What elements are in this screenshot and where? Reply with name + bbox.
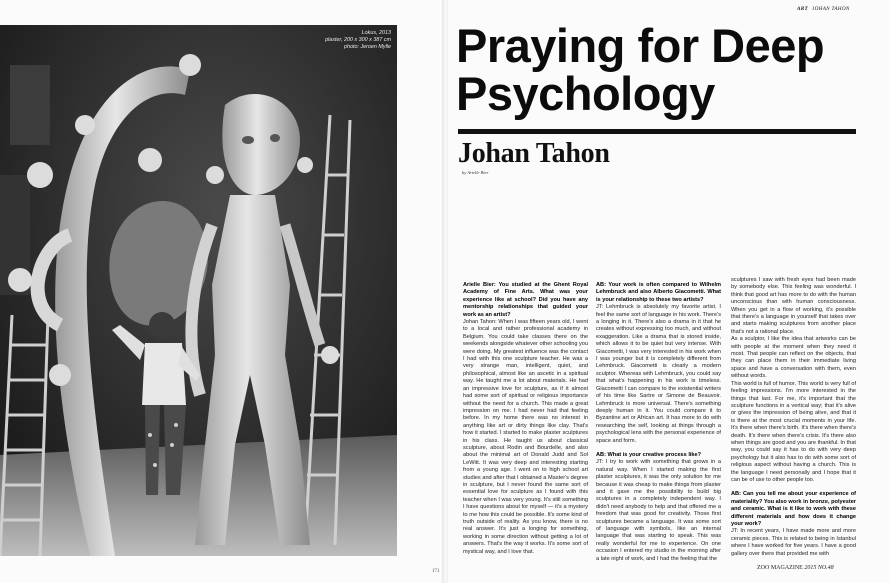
title-line-2: Psychology — [456, 67, 715, 120]
title-rule — [458, 129, 856, 134]
interview-answer: This world is full of humor. This world is very full of feeling impressions. I'm more interested in the things that last. For me, it's important that the sculpture functions in a vertical way; that it's alive or gives the impression of being alive, and that it is there at the most crucial moments in your life. It's there when there's birth. It's there when there's death. It's there when there's crisis. It's there also when things are good and you are thankful. In that way, you could say it has to do with very deep psychology but it also has to do with some sort of religious aspect without having a church. This is the language I need personally and I hope that it can be of use to other people too. — [731, 380, 856, 483]
paragraph-gap — [596, 445, 721, 452]
interview-question: AB: What is your creative process like? — [596, 451, 702, 458]
interview-answer: sculptures I saw with fresh eyes had been made by somebody else. This feeling was wonderful. I think that good art has more to do with the human unconscious than with human consciousness. When you get in a flow of working, it's possible that there's a language in yourself that takes over and starts making sculptures from another place that's not a rational place. — [731, 277, 856, 335]
sculpture-photo-illustration — [0, 25, 397, 556]
kicker-section: ART — [797, 6, 808, 12]
photo-caption — [325, 30, 391, 51]
interview-answer: JT: I try to work with something that grows in a natural way. When I started making the first plaster sculptures, it was the only solution for me because it was cheap to make things from plaster and it gave me the possibility to build big sculptures in a completely independent way. I didn't need anybody to help and that offered me a freedom that was good for creativity. Those first sculptures became a language. It was some sort of language with symbols, like an internal language that was starting to speak. This was really wonderful for me to experience. On one occasion I entered my studio in the morning after a late night of work, and I had the feeling that the — [596, 459, 721, 562]
article-title — [456, 19, 876, 120]
page-gutter — [442, 0, 448, 583]
article-subtitle: Johan Tahon — [458, 138, 610, 169]
interview-answer: JT: Lehmbruck is absolutely my favorite artist. I feel the same sort of language in his work. There's a longing in it. There's also a drama in it that he creates without expressing too much, and without exaggeration. Like a drama that is stored inside, which allows it to be quiet but very intense. With Giacometti, I was very interested in his work when I was younger but it is completely different from Lehmbruck. Giacometti is clearly a modern sculptor. Whereas with Lehmbruck, you could say that what's happening in his work is timeless. Giacometti I can compare to the existential writers of his time like Sartre or Simone de Beauvoir. Lehmbruck is more universal. There's something deeply human in it. You could compare it to Byzantine art or African art. It has more to do with researching the self, looking at things through a psychological lens with the personal experience of space and form. — [596, 304, 721, 444]
text-column-3 — [731, 277, 856, 559]
interview-question: AB: Your work is often compared to Wilhelm Lehmbruck and also Alberto Giacometti. What is your relationship to these two artists? — [596, 282, 721, 303]
caption-title: Lokus, 2013 — [361, 30, 391, 36]
interview-answer: JT: In recent years, I have made more and more ceramic pieces. This is related to being in Istanbul where I have worked for five years. I have a good gallery over there that provided me with — [731, 528, 856, 557]
text-column-1 — [463, 282, 588, 558]
left-page-number: 171 — [432, 569, 440, 574]
caption-material: plaster, 200 x 300 x 387 cm — [325, 37, 391, 43]
footer-magazine: ZOO MAGAZINE — [757, 565, 803, 571]
kicker-name: JOHAN TAHON — [812, 6, 850, 12]
text-column-2 — [596, 282, 721, 562]
title-line-1: Praying for Deep — [456, 19, 825, 72]
paragraph-gap — [731, 484, 856, 491]
caption-credit: photo: Jeroen Mylle — [343, 44, 391, 50]
page-footer — [757, 565, 834, 571]
interview-question: AB: Can you tell me about your experience of materiality? You also work in bronze, polyester and ceramic. What is it like to work with these different materials and how does it change your work? — [731, 491, 856, 527]
interview-answer: As a sculptor, I like the idea that artworks can be with people at the moment when they need it most. That people can reflect on the objects, that they can place them in their immediate living space and have a conversation with them, even without words. — [731, 336, 856, 380]
article-byline: by Arielle Bier — [462, 170, 489, 175]
interview-question: Arielle Bier: You studied at the Ghent Royal Academy of Fine Arts. What was your experience like at school? Did you have any mentorship relationships that guided your work as an artist? — [463, 282, 588, 318]
sculpture-photo — [0, 25, 397, 556]
footer-issue: 2015 NO.48 — [804, 565, 834, 571]
section-kicker — [797, 6, 850, 12]
interview-answer: Johan Tahon: When I was fifteen years old, I went to a local and rather professional academy in Belgium. You could take classes there on the weekends alongside whatever other schooling you were doing. My greatest influence was the contact I had with this one sculpture teacher. He was a very strange man, intelligent, quiet, and philosophical, almost like an ascetic in a spiritual way. He taught me a lot about materials. He had an impressive love for sculpture, as if it almost had some sort of spiritual or religious importance without the need for a church. This made a great impression on me. I had never had that feeling before. In my home there was no interest in anything like art or dirty things like clay. That's how it started. I started to make plaster sculptures in his class. He taught us about classical sculpture, about Rodin and Bourdelle, and also about the minimal art of Donald Judd and Sol LeWitt. It was very deep and interesting starting from a young age. I went on to high school art studies and after that I obtained a Master's degree in sculpture, but I never found the same sort of essential love for sculpture as I found with this teacher when I was very young. It's still something I have questions about for myself — it's a mystery to me how this could be possible. It's some kind of truth outside of reality. As you know, there is no real answer. It's just a longing for something, working in some direction without getting a lot of answers. That's the way it works. It's some sort of mystical way, and I love that. — [463, 319, 589, 555]
